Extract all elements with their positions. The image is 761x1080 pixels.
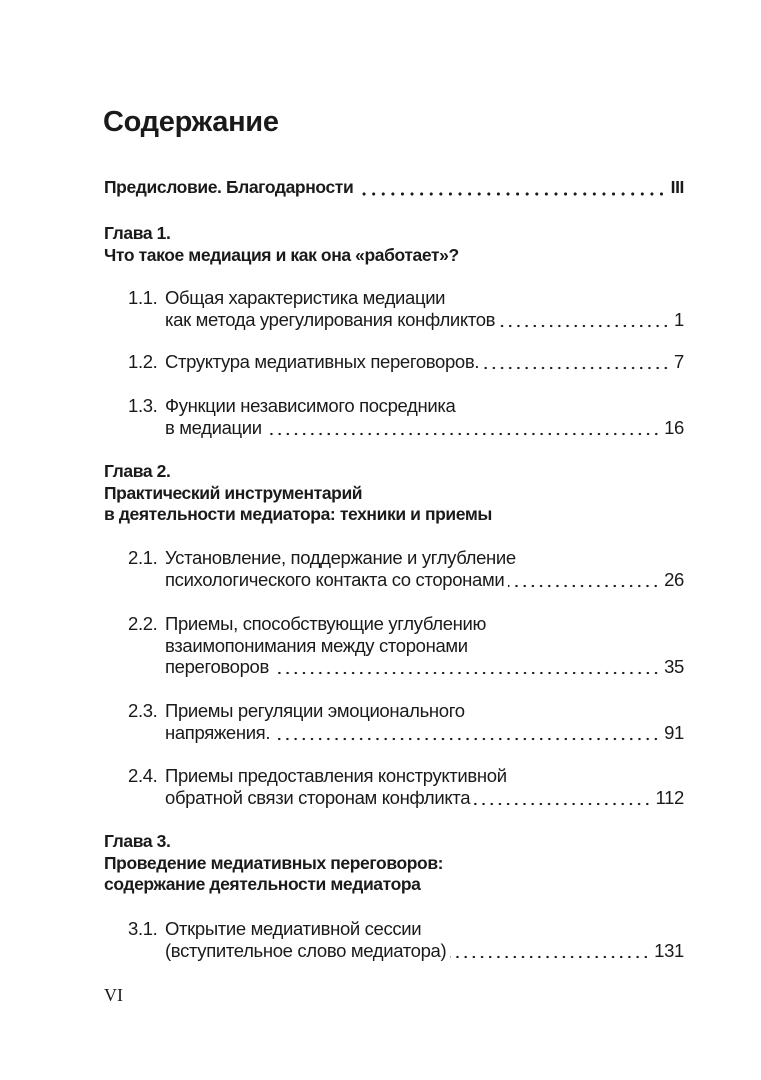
toc-chapter-heading <box>104 461 684 526</box>
section-number: 2.3. <box>128 700 158 721</box>
toc-entry[interactable] <box>104 700 684 743</box>
entry-page-number: 7 <box>674 351 684 372</box>
entry-title-line: Практический инструментарий <box>104 482 363 503</box>
entry-last-line <box>104 722 684 744</box>
toc-entry[interactable] <box>104 765 684 808</box>
entry-last-line <box>104 656 684 678</box>
section-number: 1.2. <box>128 351 158 372</box>
entry-last-line <box>104 787 684 809</box>
entry-last-line <box>104 177 684 199</box>
entry-page-number: III <box>670 177 684 197</box>
entry-title-line: Открытие медиативной сессии <box>165 918 422 939</box>
entry-title-line: в деятельности медиатора: техники и приемы <box>104 504 492 525</box>
entry-title-text: Структура медиативных переговоров. <box>165 351 480 372</box>
section-number: 3.1. <box>128 918 158 939</box>
section-number: 2.4. <box>128 765 158 786</box>
entry-last-line <box>104 569 684 591</box>
entry-title-line: содержание деятельности медиатора <box>104 874 421 895</box>
toc-entry[interactable] <box>104 395 684 438</box>
dot-leader <box>483 351 670 373</box>
entry-title-text: (вступительное слово медиатора) <box>165 939 447 961</box>
entry-title-text: переговоров <box>165 656 269 678</box>
entry-title-line: Глава 3. <box>104 831 171 851</box>
toc-entry[interactable] <box>104 918 684 961</box>
toc-chapter-heading <box>104 223 684 266</box>
page-title: Содержание <box>103 106 279 138</box>
dot-leader <box>266 417 660 439</box>
entry-title-line: Проведение медиативных переговоров: <box>104 852 444 873</box>
entry-title-line: Общая характеристика медиации <box>165 287 446 308</box>
dot-leader <box>508 569 660 591</box>
toc-chapter-heading <box>104 831 684 896</box>
entry-title-line: взаимопонимания между сторонами <box>165 634 468 656</box>
entry-title-line: Приемы регуляции эмоционального <box>165 700 465 721</box>
section-number: 1.1. <box>128 287 158 308</box>
entry-page-number: 35 <box>664 656 684 678</box>
entry-last-line <box>104 309 684 331</box>
toc-entry[interactable] <box>104 613 684 678</box>
entry-title-line: Глава 2. <box>104 461 171 481</box>
toc-entry[interactable] <box>104 177 684 199</box>
entry-title-text: психологического контакта со сторонами <box>165 568 505 590</box>
section-number: 2.1. <box>128 547 158 568</box>
dot-leader <box>499 309 670 331</box>
entry-page-number: 16 <box>664 416 684 438</box>
dot-leader <box>450 940 650 962</box>
entry-title-text: обратной связи сторонам конфликта <box>165 786 471 808</box>
section-number: 1.3. <box>128 395 158 416</box>
dot-leader <box>474 787 651 809</box>
entry-page-number: 131 <box>654 939 684 961</box>
entry-last-line <box>104 417 684 439</box>
entry-page-number: 91 <box>664 721 684 743</box>
dot-leader <box>273 656 660 678</box>
entry-title-line: Функции независимого посредника <box>165 395 456 416</box>
entry-title-text: как метода урегулирования конфликтов <box>165 308 496 330</box>
entry-title-line: Установление, поддержание и углубление <box>165 547 516 568</box>
entry-page-number: 112 <box>655 786 684 808</box>
entry-title-line: Глава 1. <box>104 223 171 243</box>
toc-entry[interactable] <box>104 351 684 373</box>
entry-last-line <box>104 351 684 373</box>
section-number: 2.2. <box>128 613 158 634</box>
dot-leader <box>274 722 660 744</box>
entry-page-number: 26 <box>664 568 684 590</box>
toc-entry[interactable] <box>104 547 684 590</box>
entry-page-number: 1 <box>674 308 684 330</box>
entry-title-line: Приемы, способствующие углублению <box>165 613 487 634</box>
dot-leader <box>357 177 666 199</box>
entry-last-line <box>104 940 684 962</box>
page-number: VI <box>104 985 123 1005</box>
entry-title-text: напряжения. <box>165 721 271 743</box>
entry-title-text: в медиации <box>165 416 262 438</box>
toc-entry[interactable] <box>104 287 684 330</box>
entry-title-text: Предисловие. Благодарности <box>104 177 354 197</box>
entry-title-line: Что такое медиация и как она «работает»? <box>104 244 459 265</box>
entry-title-line: Приемы предоставления конструктивной <box>165 765 507 786</box>
